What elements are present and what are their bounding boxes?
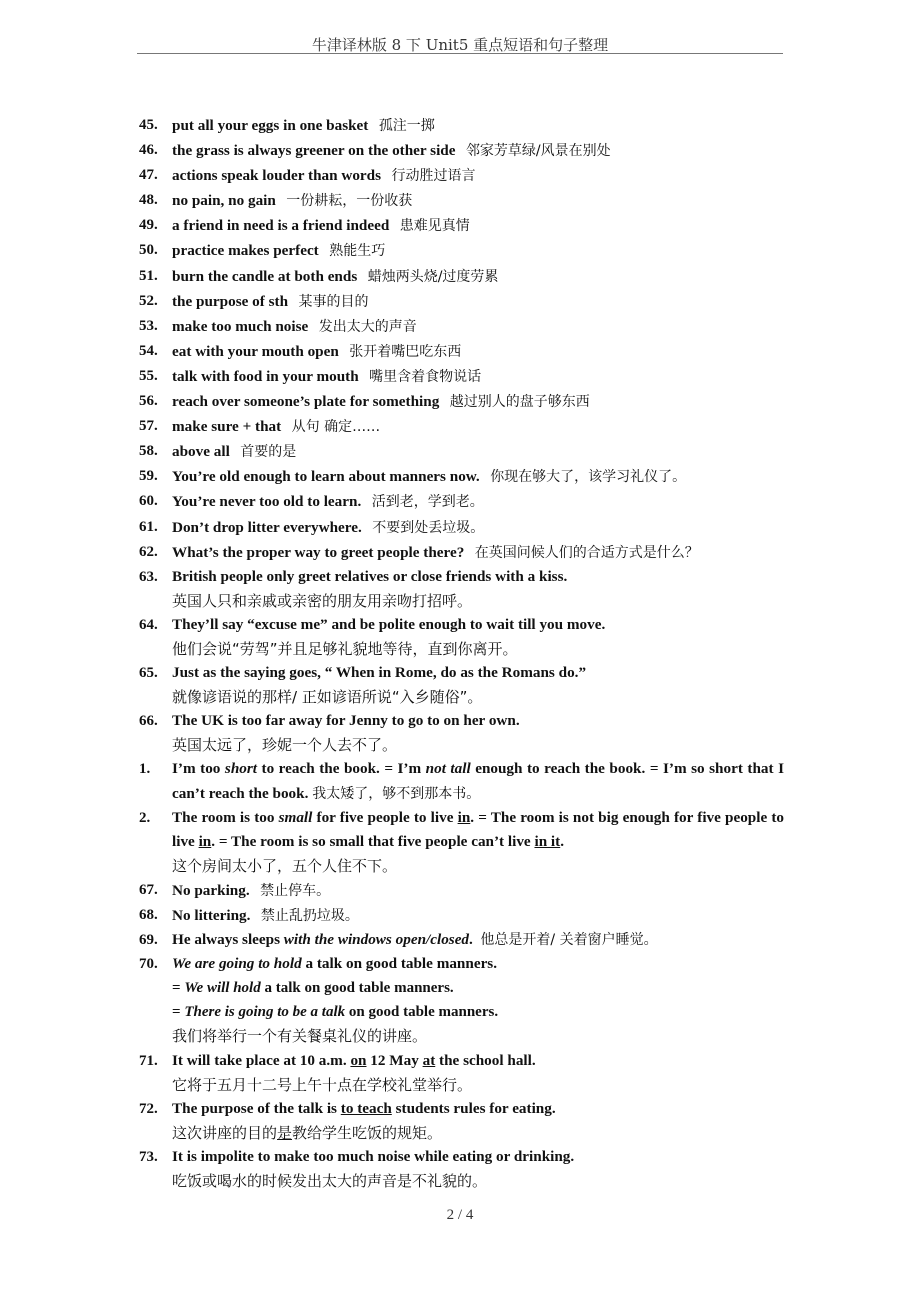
item-english: Don’t drop litter everywhere. — [172, 518, 362, 536]
item-chinese: 行动胜过语言 — [391, 168, 476, 185]
sentence-2 — [139, 806, 784, 854]
item-number: 53. — [139, 317, 158, 334]
item-chinese: 一份耕耘，一份收获 — [286, 193, 413, 210]
list-item-69 — [139, 928, 784, 952]
item-english: I’m too short to reach the book. = I’m not tall enough to reach the book. = I’m so short that I can’t reach the book. 我太矮了，够不到那本书。 — [172, 760, 784, 802]
item-english: actions speak louder than words — [172, 167, 382, 185]
item-number: 51. — [139, 267, 158, 284]
list-item-64 — [139, 613, 784, 637]
list-item-68 — [139, 903, 784, 928]
item-chinese: 发出太大的声音 — [318, 318, 417, 335]
item-english-alt: = There is going to be a talk on good table manners. — [172, 1004, 499, 1021]
item-english: eat with your mouth open — [172, 342, 339, 360]
item-number: 55. — [139, 367, 158, 384]
item-english: They’ll say “excuse me” and be polite enough to wait till you move. — [172, 615, 606, 633]
list-item — [139, 213, 784, 238]
item-number: 67. — [139, 881, 158, 898]
item-chinese: 越过别人的盘子够东西 — [449, 394, 590, 411]
list-item — [139, 314, 784, 339]
list-item — [139, 464, 784, 489]
item-english: British people only greet relatives or close friends with a kiss. — [172, 567, 568, 585]
item-chinese: 从句 确定…… — [291, 419, 381, 436]
item-chinese: 蜡烛两头烧/过度劳累 — [367, 268, 499, 285]
list-item-73 — [139, 1145, 784, 1169]
item-english: The room is too small for five people to live in. = The room is not big enough for five people to live in. = The room is so small that five people can’t live in it. — [172, 808, 785, 850]
list-item — [139, 489, 784, 514]
item-english: You’re never too old to learn. — [172, 493, 362, 511]
list-item — [139, 515, 784, 540]
item-chinese: 禁止乱扔垃圾。 — [260, 908, 359, 924]
item-english: It is impolite to make too much noise while eating or drinking. — [172, 1147, 575, 1165]
item-number: 48. — [139, 192, 158, 209]
item-chinese: 禁止停车。 — [260, 882, 331, 899]
list-item-63 — [139, 565, 784, 589]
list-item — [139, 364, 784, 389]
item-number: 1. — [139, 761, 151, 778]
item-chinese: 这个房间太小了，五个人住不下。 — [172, 856, 398, 875]
list-item — [139, 163, 784, 188]
item-english: You’re old enough to learn about manners now. — [172, 468, 480, 486]
item-english: What’s the proper way to greet people there? — [172, 543, 465, 561]
item-chinese: 我太矮了，够不到那本书。 — [312, 785, 481, 802]
item-chinese: 英国太远了，珍妮一个人去不了。 — [172, 736, 398, 755]
item-english: No littering. — [172, 907, 251, 924]
list-item-65 — [139, 661, 784, 685]
item-chinese: 吃饭或喝水的时候发出太大的声音是不礼貌的。 — [172, 1172, 488, 1191]
item-number: 46. — [139, 142, 158, 159]
item-english: We are going to hold a talk on good table manners. — [172, 955, 498, 973]
document-body — [139, 113, 784, 1193]
list-item — [139, 414, 784, 439]
item-english: put all your eggs in one basket — [172, 117, 369, 134]
list-item — [139, 339, 784, 364]
item-english: the grass is always greener on the other side — [172, 142, 456, 160]
item-chinese: 嘴里含着食物说话 — [369, 368, 482, 385]
item-english-alt: = We will hold a talk on good table manners. — [172, 980, 454, 997]
item-chinese: 孤注一掷 — [378, 118, 435, 134]
item-number: 61. — [139, 518, 158, 535]
item-chinese: 英国人只和亲戚或亲密的朋友用亲吻打招呼。 — [172, 591, 473, 610]
item-chinese: 邻家芳草绿/风景在别处 — [465, 143, 611, 160]
item-number: 68. — [139, 907, 158, 923]
list-item — [139, 113, 784, 138]
item-number: 65. — [139, 665, 158, 682]
sentence-1 — [139, 757, 784, 805]
item-english: burn the candle at both ends — [172, 267, 358, 285]
item-chinese: 在英国问候人们的合适方式是什么？ — [474, 544, 699, 561]
item-chinese: 它将于五月十二号上午十点在学校礼堂举行。 — [172, 1075, 473, 1094]
item-english: the purpose of sth — [172, 292, 289, 310]
item-english: Just as the saying goes, “ When in Rome, do as the Romans do.” — [172, 664, 587, 682]
list-item — [139, 389, 784, 414]
item-number: 63. — [139, 568, 158, 585]
item-english: talk with food in your mouth — [172, 367, 359, 385]
item-english: The purpose of the talk is to teach students rules for eating. — [172, 1099, 556, 1117]
list-item — [139, 138, 784, 163]
item-english: no pain, no gain — [172, 192, 276, 210]
list-item — [139, 439, 784, 464]
list-item-71 — [139, 1049, 784, 1073]
list-item-70 — [139, 952, 784, 976]
item-english: He always sleeps with the windows open/closed. 他总是开着/ 关着窗户睡觉。 — [172, 931, 658, 949]
item-number: 49. — [139, 217, 158, 234]
item-english: No parking. — [172, 881, 250, 899]
item-chinese: 活到老，学到老。 — [371, 494, 484, 511]
item-number: 56. — [139, 393, 158, 410]
list-item-66 — [139, 709, 784, 733]
item-english: It will take place at 10 a.m. on 12 May at the school hall. — [172, 1051, 536, 1069]
item-number: 60. — [139, 493, 158, 510]
item-english: make sure + that — [172, 418, 282, 436]
item-number: 50. — [139, 242, 158, 259]
item-chinese: 我们将举行一个有关餐桌礼仪的讲座。 — [172, 1027, 428, 1046]
item-number: 47. — [139, 167, 158, 184]
item-english: above all — [172, 443, 230, 461]
item-number: 66. — [139, 713, 158, 730]
item-number: 59. — [139, 468, 158, 485]
item-english: practice makes perfect — [172, 242, 319, 260]
item-number: 52. — [139, 292, 158, 309]
item-english: reach over someone’s plate for something — [172, 393, 440, 411]
item-number: 58. — [139, 443, 158, 460]
list-item — [139, 238, 784, 263]
item-number: 2. — [139, 809, 151, 826]
item-chinese: 患难见真情 — [399, 218, 470, 235]
list-item — [139, 540, 784, 565]
item-chinese: 就像谚语说的那样/ 正如谚语所说“入乡随俗”。 — [172, 688, 483, 707]
item-number: 71. — [139, 1052, 158, 1069]
item-english: make too much noise — [172, 317, 309, 335]
item-number: 73. — [139, 1148, 158, 1165]
item-chinese: 某事的目的 — [298, 293, 369, 310]
list-item-72 — [139, 1097, 784, 1121]
item-chinese: 首要的是 — [240, 444, 297, 461]
page-header: 牛津译林版 8 下 Unit5 重点短语和句子整理 — [311, 36, 609, 54]
item-number: 72. — [139, 1100, 158, 1117]
item-number: 54. — [139, 342, 158, 359]
item-number: 45. — [139, 117, 158, 133]
item-chinese: 他总是开着/ 关着窗户睡觉。 — [480, 932, 658, 949]
item-number: 70. — [139, 956, 158, 973]
item-english: The UK is too far away for Jenny to go to on her own. — [172, 712, 520, 730]
item-english: a friend in need is a friend indeed — [172, 217, 390, 235]
item-chinese: 不要到处丢垃圾。 — [372, 519, 485, 536]
item-number: 62. — [139, 543, 158, 560]
item-chinese: 这次讲座的目的是教给学生吃饭的规矩。 — [172, 1123, 443, 1142]
item-chinese: 你现在够大了，该学习礼仪了。 — [490, 469, 687, 486]
header-rule — [137, 53, 783, 54]
item-chinese: 张开着嘴巴吃东西 — [349, 343, 462, 360]
item-number: 69. — [139, 932, 158, 949]
list-item — [139, 289, 784, 314]
item-number: 57. — [139, 418, 158, 435]
page-number: 2 / 4 — [446, 1207, 474, 1223]
list-item — [139, 264, 784, 289]
list-item — [139, 188, 784, 213]
item-number: 64. — [139, 616, 158, 633]
list-item-67 — [139, 878, 784, 903]
item-chinese: 他们会说“劳驾”并且足够礼貌地等待，直到你离开。 — [172, 639, 518, 658]
phrase-list — [139, 113, 784, 565]
item-chinese: 熟能生巧 — [329, 243, 386, 260]
